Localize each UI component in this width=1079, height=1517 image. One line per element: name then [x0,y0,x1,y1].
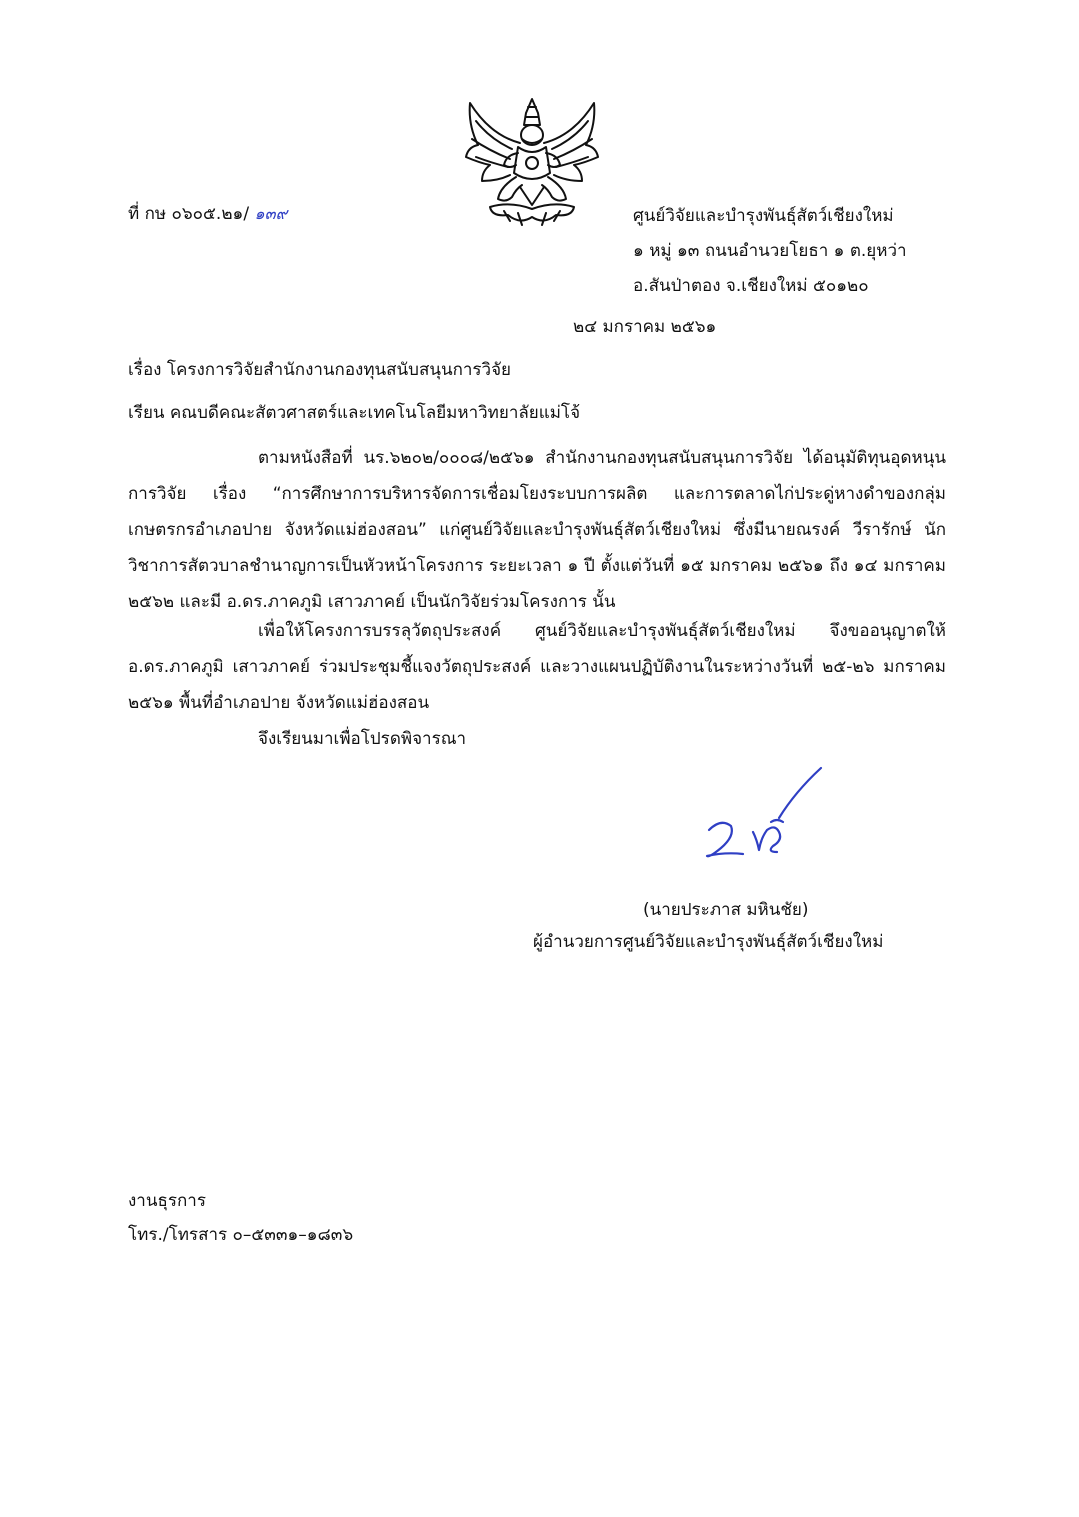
letter-date: ๒๔ มกราคม ๒๕๖๑ [573,317,717,337]
letter-subject: เรื่อง โครงการวิจัยสำนักงานกองทุนสนับสนุนการวิจัย [128,360,512,380]
sender-address-line2: อ.สันป่าตอง จ.เชียงใหม่ ๕๐๑๒๐ [633,276,869,296]
reference-label: ที่ กษ ๐๖๐๕.๒๑/ [128,204,250,224]
reference-number-handwritten: ๑๓๙ [254,204,288,223]
handwritten-signature [695,760,835,870]
body-paragraph-1: ตามหนังสือที่ นร.๖๒๐๒/๐๐๐๘/๒๕๖๑ สำนักงานกองทุนสนับสนุนการวิจัย ได้อนุมัติทุนอุดหนุนการวิจัย เรื่อง “การศึกษาการบริหารจัดการเชื่อมโยงระบบการผลิต และการตลาดไก่ประดู่หางดำของกลุ่มเกษตรกรอำเภอปาย จังหวัดแม่ฮ่องสอน” แก่ศูนย์วิจัยและบำรุงพันธุ์สัตว์เชียงใหม่ ซึ่งมีนายณรงค์ วีรารักษ์ นักวิชาการสัตวบาลชำนาญการเป็นหัวหน้าโครงการ ระยะเวลา ๑ ปี ตั้งแต่วันที่ ๑๕ มกราคม ๒๕๖๑ ถึง ๑๔ มกราคม ๒๕๖๒ และมี อ.ดร.ภาคภูมิ เสาวภาคย์ เป็นนักวิจัยร่วมโครงการ นั้น [128,448,946,612]
signer-title: ผู้อำนวยการศูนย์วิจัยและบำรุงพันธุ์สัตว์เชียงใหม่ [533,932,884,952]
reference-number [128,206,287,223]
letter-recipient: เรียน คณบดีคณะสัตวศาสตร์และเทคโนโลยีมหาวิทยาลัยแม่โจ้ [128,403,581,423]
garuda-emblem-icon [460,95,605,235]
footer-phone: โทร./โทรสาร ๐–๕๓๓๑–๑๘๓๖ [128,1225,354,1245]
signer-name: (นายประภาส มหินชัย) [643,900,809,920]
sender-org: ศูนย์วิจัยและบำรุงพันธุ์สัตว์เชียงใหม่ [633,206,894,226]
footer-unit: งานธุรการ [128,1191,206,1211]
closing-line: จึงเรียนมาเพื่อโปรดพิจารณา [258,729,467,749]
body-paragraph-2: เพื่อให้โครงการบรรลุวัตถุประสงค์ ศูนย์วิจัยและบำรุงพันธุ์สัตว์เชียงใหม่ จึงขออนุญาตให้ อ.ดร.ภาคภูมิ เสาวภาคย์ ร่วมประชุมชี้แจงวัตถุประสงค์ และวางแผนปฏิบัติงานในระหว่างวันที่ ๒๕-๒๖ มกราคม ๒๕๖๑ พื้นที่อำเภอปาย จังหวัดแม่ฮ่องสอน [128,621,946,713]
sender-address-line1: ๑ หมู่ ๑๓ ถนนอำนวยโยธา ๑ ต.ยุหว่า [633,241,907,261]
